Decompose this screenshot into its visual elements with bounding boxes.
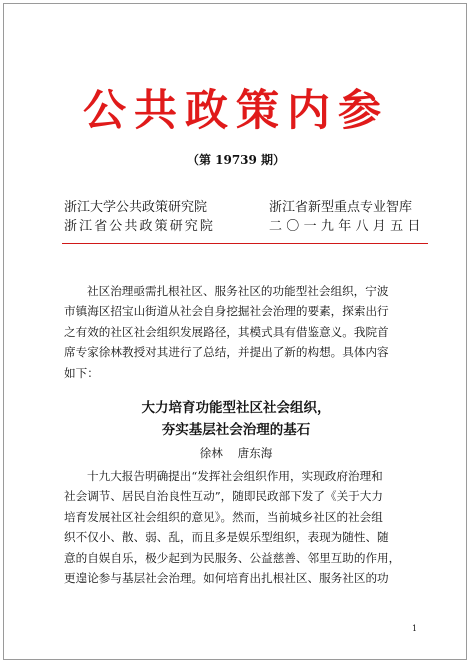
article-title-line-2: 夯实基层社会治理的基石 xyxy=(161,422,311,438)
think-tank-label: 浙江省新型重点专业智库 xyxy=(269,200,413,215)
header-divider xyxy=(62,243,428,244)
page-number: 1 xyxy=(412,624,418,633)
body-paragraph xyxy=(64,466,426,588)
intro-line: 市镇海区招宝山街道从社会自身挖掘社会治理的要素，探索出行 xyxy=(64,304,389,319)
body-line: 培育发展社区社会组织的意见》。然而，当前城乡社区的社会组 xyxy=(64,509,383,524)
publication-date: 二〇一九年八月五日 xyxy=(269,219,425,234)
article-title-line-1: 大力培育功能型社区社会组织， xyxy=(141,400,331,416)
body-line: 十九大报告明确提出“发挥社会组织作用，实现政府治理和 xyxy=(87,469,383,483)
org-name-zju: 浙江大学公共政策研究院 xyxy=(64,200,208,215)
article-authors: 徐林 唐东海 xyxy=(199,446,273,460)
body-line: 社会调节、居民自治良性互动”，随即民政部下发了《关于大力 xyxy=(64,489,383,504)
intro-line: 如下： xyxy=(64,365,99,380)
org-name-zhejiang: 浙江省公共政策研究院 xyxy=(64,219,216,234)
masthead-title: 公共政策内参 xyxy=(83,86,389,136)
body-line: 更遑论参与基层社会治理。如何培育出扎根社区、服务社区的功 xyxy=(64,571,389,586)
body-line: 意的自娱自乐，极少起到为民服务、公益慈善、邻里互助的作用， xyxy=(64,550,401,565)
body-line: 织不仅小、散、弱、乱，而且多是娱乐型组织，表现为随性、随 xyxy=(64,530,389,545)
intro-line: 席专家徐林教授对其进行了总结，并提出了新的构想。具体内容 xyxy=(64,345,389,360)
intro-paragraph xyxy=(64,281,426,383)
intro-line: 之有效的社区社会组织发展路径，其模式具有借鉴意义。我院首 xyxy=(64,324,389,339)
intro-line: 社区治理亟需扎根社区、服务社区的功能型社会组织，宁波 xyxy=(87,284,389,298)
issue-number: （第 19739 期） xyxy=(186,153,286,167)
